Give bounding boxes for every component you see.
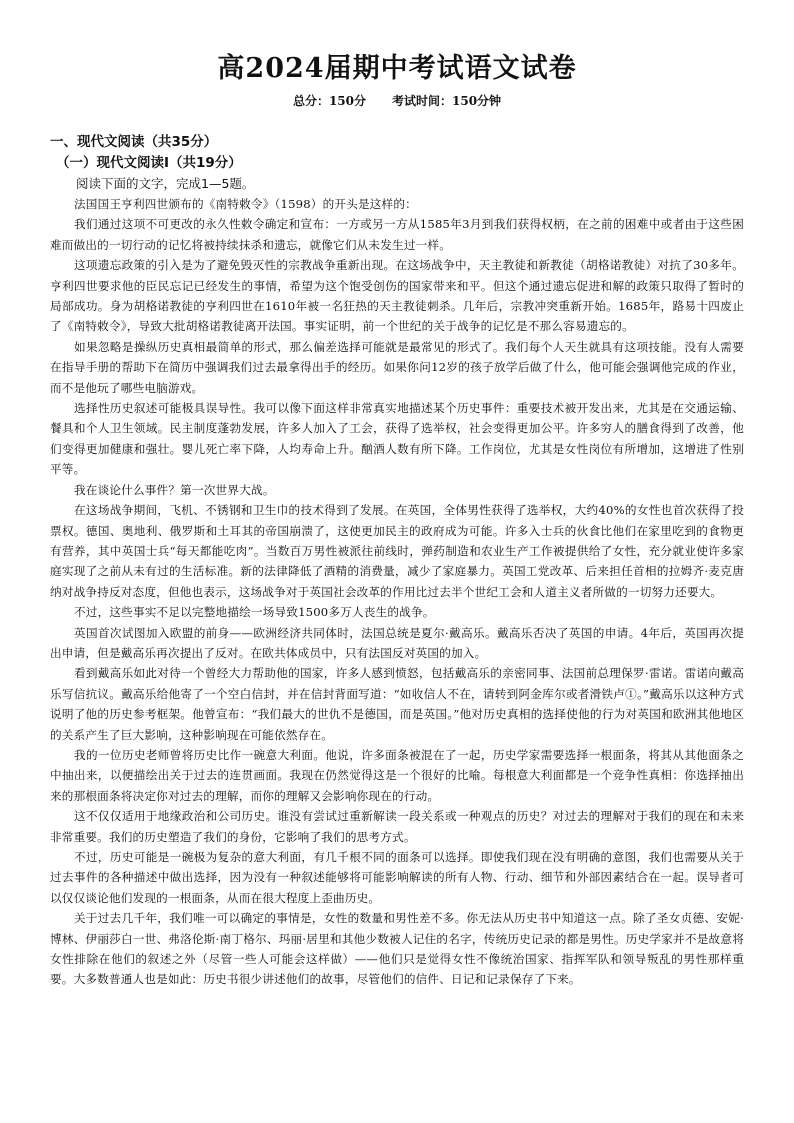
- total-score: 总分：150分: [292, 94, 366, 108]
- passage-paragraph: 关于过去几千年，我们唯一可以确定的事情是，女性的数量和男性差不多。你无法从历史书中知道这一点。除了圣女贞德、安妮·博林、伊丽莎白一世、弗洛伦斯·南丁格尔、玛丽·居里和其他少数被人记住的名字，传统历史记录的都是男性。历史学家并不是故意将女性排除在他们的叙述之外（尽管一些人可能会这样做）——他们只是觉得女性不像统治国家、指挥军队和领导叛乱的男性那样重要。大多数普通人也是如此：历史书很少讲述他们的故事，尽管他们的信件、日记和记录保存了下来。: [50, 911, 744, 987]
- passage-paragraph: 如果忽略是操纵历史真相最简单的形式，那么偏差选择可能就是最常见的形式了。我们每个人天生就具有这项技能。没有人需要在指导手册的帮助下在简历中强调我们过去最拿得出手的经历。如果你问12岁的孩子放学后做了什么，他可能会强调他完成的作业，而不是他玩了哪些电脑游戏。: [50, 339, 744, 395]
- passage-paragraph: 不过，历史可能是一碗极为复杂的意大利面，有几千根不同的面条可以选择。即使我们现在没有明确的意图，我们也需要从关于过去事件的各种描述中做出选择，因为没有一种叙述能够将可能影响解读的所有人物、行动、细节和外部因素结合在一起。误导者可以仅仅谈论他们发现的一根面条，从而在很大程度上歪曲历史。: [50, 850, 744, 905]
- passage-paragraph: 在这场战争期间，飞机、不锈钢和卫生巾的技术得到了发展。在英国，全体男性获得了选举权，大约40%的女性也首次获得了投票权。德国、奥地利、俄罗斯和土耳其的帝国崩溃了，这使更加民主的政府成为可能。许多入士兵的伙食比他们在家里吃到的食物更有营养，其中英国士兵“每天都能吃肉”。当数百万男性被派往前线时，弹药制造和农业生产工作被提供给了女性，充分就业使许多家庭实现了之前从未有过的生活标准。新的法律降低了酒精的消费量，减少了家庭暴力。英国工党改革、后来担任首相的拉姆齐·麦克唐纳对战争持反对态度，但他也表示，这场战争对于英国社会改革的作用比过去半个世纪工会和人道主义者所做的一切努力还要大。: [50, 503, 744, 599]
- passage-paragraph: 我在谈论什么事件？第一次世界大战。: [74, 482, 275, 497]
- passage-paragraph: 看到戴高乐如此对待一个曾经大力帮助他的国家，许多人感到愤怒，包括戴高乐的亲密同事、法国前总理保罗·雷诺。雷诺向戴高乐写信抗议。戴高乐给他寄了一个空白信封，并在信封背面写道：“如收信人不在，请转到阿金库尔或者滑铁卢①。”戴高乐以这种方式说明了他的历史参考框架。他曾宣布：“我们最大的世仇不是德国，而是英国。”他对历史真相的选择使他的行为对英国和欧洲其他地区的关系产生了巨大影响，这种影响现在可能依然存在。: [50, 666, 744, 742]
- passage-paragraph: 我们通过这项不可更改的永久性敕令确定和宣布：一方或另一方从1585年3月到我们获得权柄，在之前的困难中或者由于这些困难而做出的一切行动的记忆将被持续抹杀和遗忘，就像它们从未发生过一样。: [50, 217, 744, 252]
- passage-paragraph: 这不仅仅适用于地缘政治和公司历史。谁没有尝试过重新解读一段关系或一种观点的历史？对过去的理解对于我们的现在和未来非常重要。我们的历史塑造了我们的身份，它影响了我们的思考方式。: [50, 809, 744, 844]
- passage-paragraph: 我的一位历史老师曾将历史比作一碗意大利面。他说，许多面条被混在了一起，历史学家需要选择一根面条，将其从其他面条之中抽出来，以便描绘出关于过去的连贯画面。我现在仍然觉得这是一个很好的比喻。每根意大利面都是一个竞争性真相：你选择抽出来的那根面条将决定你对过去的理解，而你的理解又会影响你现在的行动。: [50, 747, 744, 803]
- passage-paragraph: 法国国王亨利四世颁布的《南特敕令》（1598）的开头是这样的：: [74, 197, 417, 211]
- passage-paragraph: 选择性历史叙述可能极具误导性。我可以像下面这样非常真实地描述某个历史事件：重要技术被开发出来，尤其是在交通运输、餐具和个人卫生领域。民主制度蓬勃发展，许多人加入了工会，获得了选举权，社会变得更加公平。许多穷人的膳食得到了改善，他们变得更加健康和强壮。婴儿死亡率下降，人均寿命上升。酗酒人数有所下降。工作岗位，尤其是女性岗位有所增加，这增进了性别平等。: [50, 401, 744, 477]
- subsection-heading: （一）现代文阅读Ⅰ（共19分）: [56, 155, 242, 171]
- reading-passage: [50, 194, 744, 990]
- passage-paragraph: 不过，这些事实不足以完整地描绘一场导致1500多万人丧生的战争。: [74, 605, 435, 620]
- passage-paragraph: 这项遗忘政策的引入是为了避免毁灭性的宗教战争重新出现。在这场战争中，天主教徒和新教徒（胡格诺教徒）对抗了30多年。亨利四世要求他的臣民忘记已经发生的事情，希望为这个饱受创伤的国家带来和平。但这个通过遗忘促进和解的政策只取得了暂时的局部成功。身为胡格诺教徒的亨利四世在1610年被一名狂热的天主教徒刺杀。几年后，宗教冲突重新开始。1685年，路易十四废止了《南特敕令》，导致大批胡格诺教徒离开法国。事实证明，前一个世纪的关于战争的记忆是不那么容易遗忘的。: [50, 258, 744, 334]
- section-heading: 一、现代文阅读（共35分）: [50, 134, 218, 150]
- exam-time: 考试时间：150分钟: [392, 94, 502, 108]
- passage-paragraph: 英国首次试图加入欧盟的前身——欧洲经济共同体时，法国总统是夏尔·戴高乐。戴高乐否决了英国的申请。4年后，英国再次提出申请，但是戴高乐再次提出了反对。在欧共体成员中，只有法国反对英国的加入。: [50, 625, 744, 660]
- exam-meta: [50, 92, 744, 110]
- exam-title: 高2024届期中考试语文试卷: [217, 53, 577, 84]
- reading-instruction: 阅读下面的文字，完成1—5题。: [76, 176, 255, 191]
